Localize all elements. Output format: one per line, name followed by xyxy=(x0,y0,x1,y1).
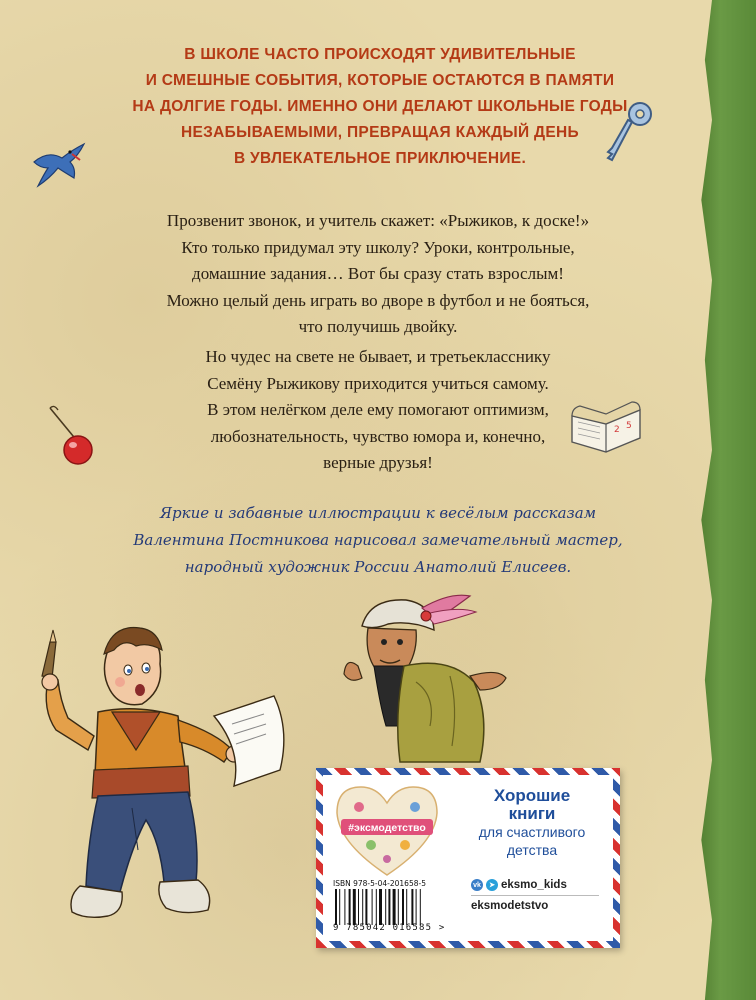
intro-line: И СМЕШНЫЕ СОБЫТИЯ, КОТОРЫЕ ОСТАЮТСЯ В ПАМЯТИ xyxy=(145,72,615,89)
barcode-bar xyxy=(385,889,386,925)
boy-with-paper-illustration xyxy=(28,620,308,950)
barcode-bar xyxy=(402,889,404,925)
barcode-bar xyxy=(349,889,351,925)
slogan-line: Хорошие xyxy=(493,786,571,805)
slogan-line: для счастливого xyxy=(478,824,586,840)
blurb-paragraph-1 xyxy=(60,208,696,341)
barcode-bar xyxy=(358,889,359,925)
blurb-line: верные друзья! xyxy=(323,453,433,472)
website-label: eksmodetstvo xyxy=(471,900,549,912)
barcode-bar xyxy=(353,889,356,925)
blurb-line: В этом нелёгком деле ему помогают оптимизм, xyxy=(207,400,549,419)
barcode-bar xyxy=(398,889,399,925)
divider xyxy=(471,895,599,896)
slogan-line: книги xyxy=(508,804,556,823)
vk-icon: vk xyxy=(471,879,483,891)
barcode-bar xyxy=(411,889,413,925)
isbn-number: ISBN 978-5-04-201658-5 xyxy=(333,879,426,888)
barcode-bar xyxy=(344,889,345,925)
barcode-digits: 9 785042 016585 > xyxy=(333,923,446,933)
barcode-bar xyxy=(362,889,363,925)
barcode-bar xyxy=(372,889,373,925)
old-man-in-turban-illustration xyxy=(340,586,510,766)
intro-headline xyxy=(80,42,680,172)
social-links xyxy=(471,879,599,912)
intro-line: НА ДОЛГИЕ ГОДЫ. ИМЕННО ОНИ ДЕЛАЮТ ШКОЛЬНЫЕ ГОДЫ xyxy=(132,98,628,115)
barcode-bar xyxy=(393,889,396,925)
blurb-line: Прозвенит звонок, и учитель скажет: «Рыжиков, к доске!» xyxy=(166,211,590,230)
blurb-line: Но чудес на свете не бывает, и третьекласснику xyxy=(205,347,551,366)
website-row[interactable] xyxy=(471,900,599,912)
blurb-line: Можно целый день играть во дворе в футбол и не бояться, xyxy=(166,290,590,310)
barcode-bar xyxy=(388,889,390,925)
intro-line: В ШКОЛЕ ЧАСТО ПРОИСХОДЯТ УДИВИТЕЛЬНЫЕ xyxy=(184,46,576,63)
svg-text:5: 5 xyxy=(626,421,632,431)
barcode-bar xyxy=(379,889,382,925)
heart-tag-text: #эксмодетство xyxy=(348,822,426,834)
blurb-line: Семёну Рыжикову приходится учиться самому. xyxy=(207,373,549,393)
barcode-bar xyxy=(339,889,340,925)
publisher-info-card xyxy=(316,768,620,948)
credits-line: Яркие и забавные иллюстрации к весёлым рассказам xyxy=(159,504,597,522)
credits-line: Валентина Постникова нарисовал замечательный мастер, xyxy=(133,531,623,549)
credits-line: народный художник России Анатолий Елисеев. xyxy=(184,558,572,576)
barcode-bar xyxy=(365,889,367,925)
barcode xyxy=(333,889,459,925)
blurb-line: любознательность, чувство юмора и, конечно, xyxy=(210,426,546,446)
social-row[interactable] xyxy=(471,879,599,891)
heart-emblem-icon xyxy=(331,781,443,879)
illustrator-credits xyxy=(40,500,716,581)
barcode-bar xyxy=(420,889,421,925)
blurb-paragraph-2 xyxy=(60,344,696,477)
blurb-line: Кто только придумал эту школу? Уроки, контрольные, xyxy=(181,237,575,257)
card-slogan xyxy=(457,787,607,859)
social-handle: eksmo_kids xyxy=(501,879,567,891)
blurb-line: что получишь двойку. xyxy=(298,317,458,336)
intro-line: В УВЛЕКАТЕЛЬНОЕ ПРИКЛЮЧЕНИЕ. xyxy=(233,150,527,167)
barcode-bar xyxy=(406,889,407,925)
svg-text:2: 2 xyxy=(614,425,620,435)
barcode-bar xyxy=(416,889,417,925)
barcode-bar xyxy=(335,889,337,925)
slogan-line: детства xyxy=(506,842,558,858)
barcode-bar xyxy=(376,889,377,925)
blurb-line: домашние задания… Вот бы сразу стать взрослым! xyxy=(192,264,564,283)
telegram-icon: ➤ xyxy=(486,879,498,891)
intro-line: НЕЗАБЫВАЕМЫМИ, ПРЕВРАЩАЯ КАЖДЫЙ ДЕНЬ xyxy=(181,124,579,141)
